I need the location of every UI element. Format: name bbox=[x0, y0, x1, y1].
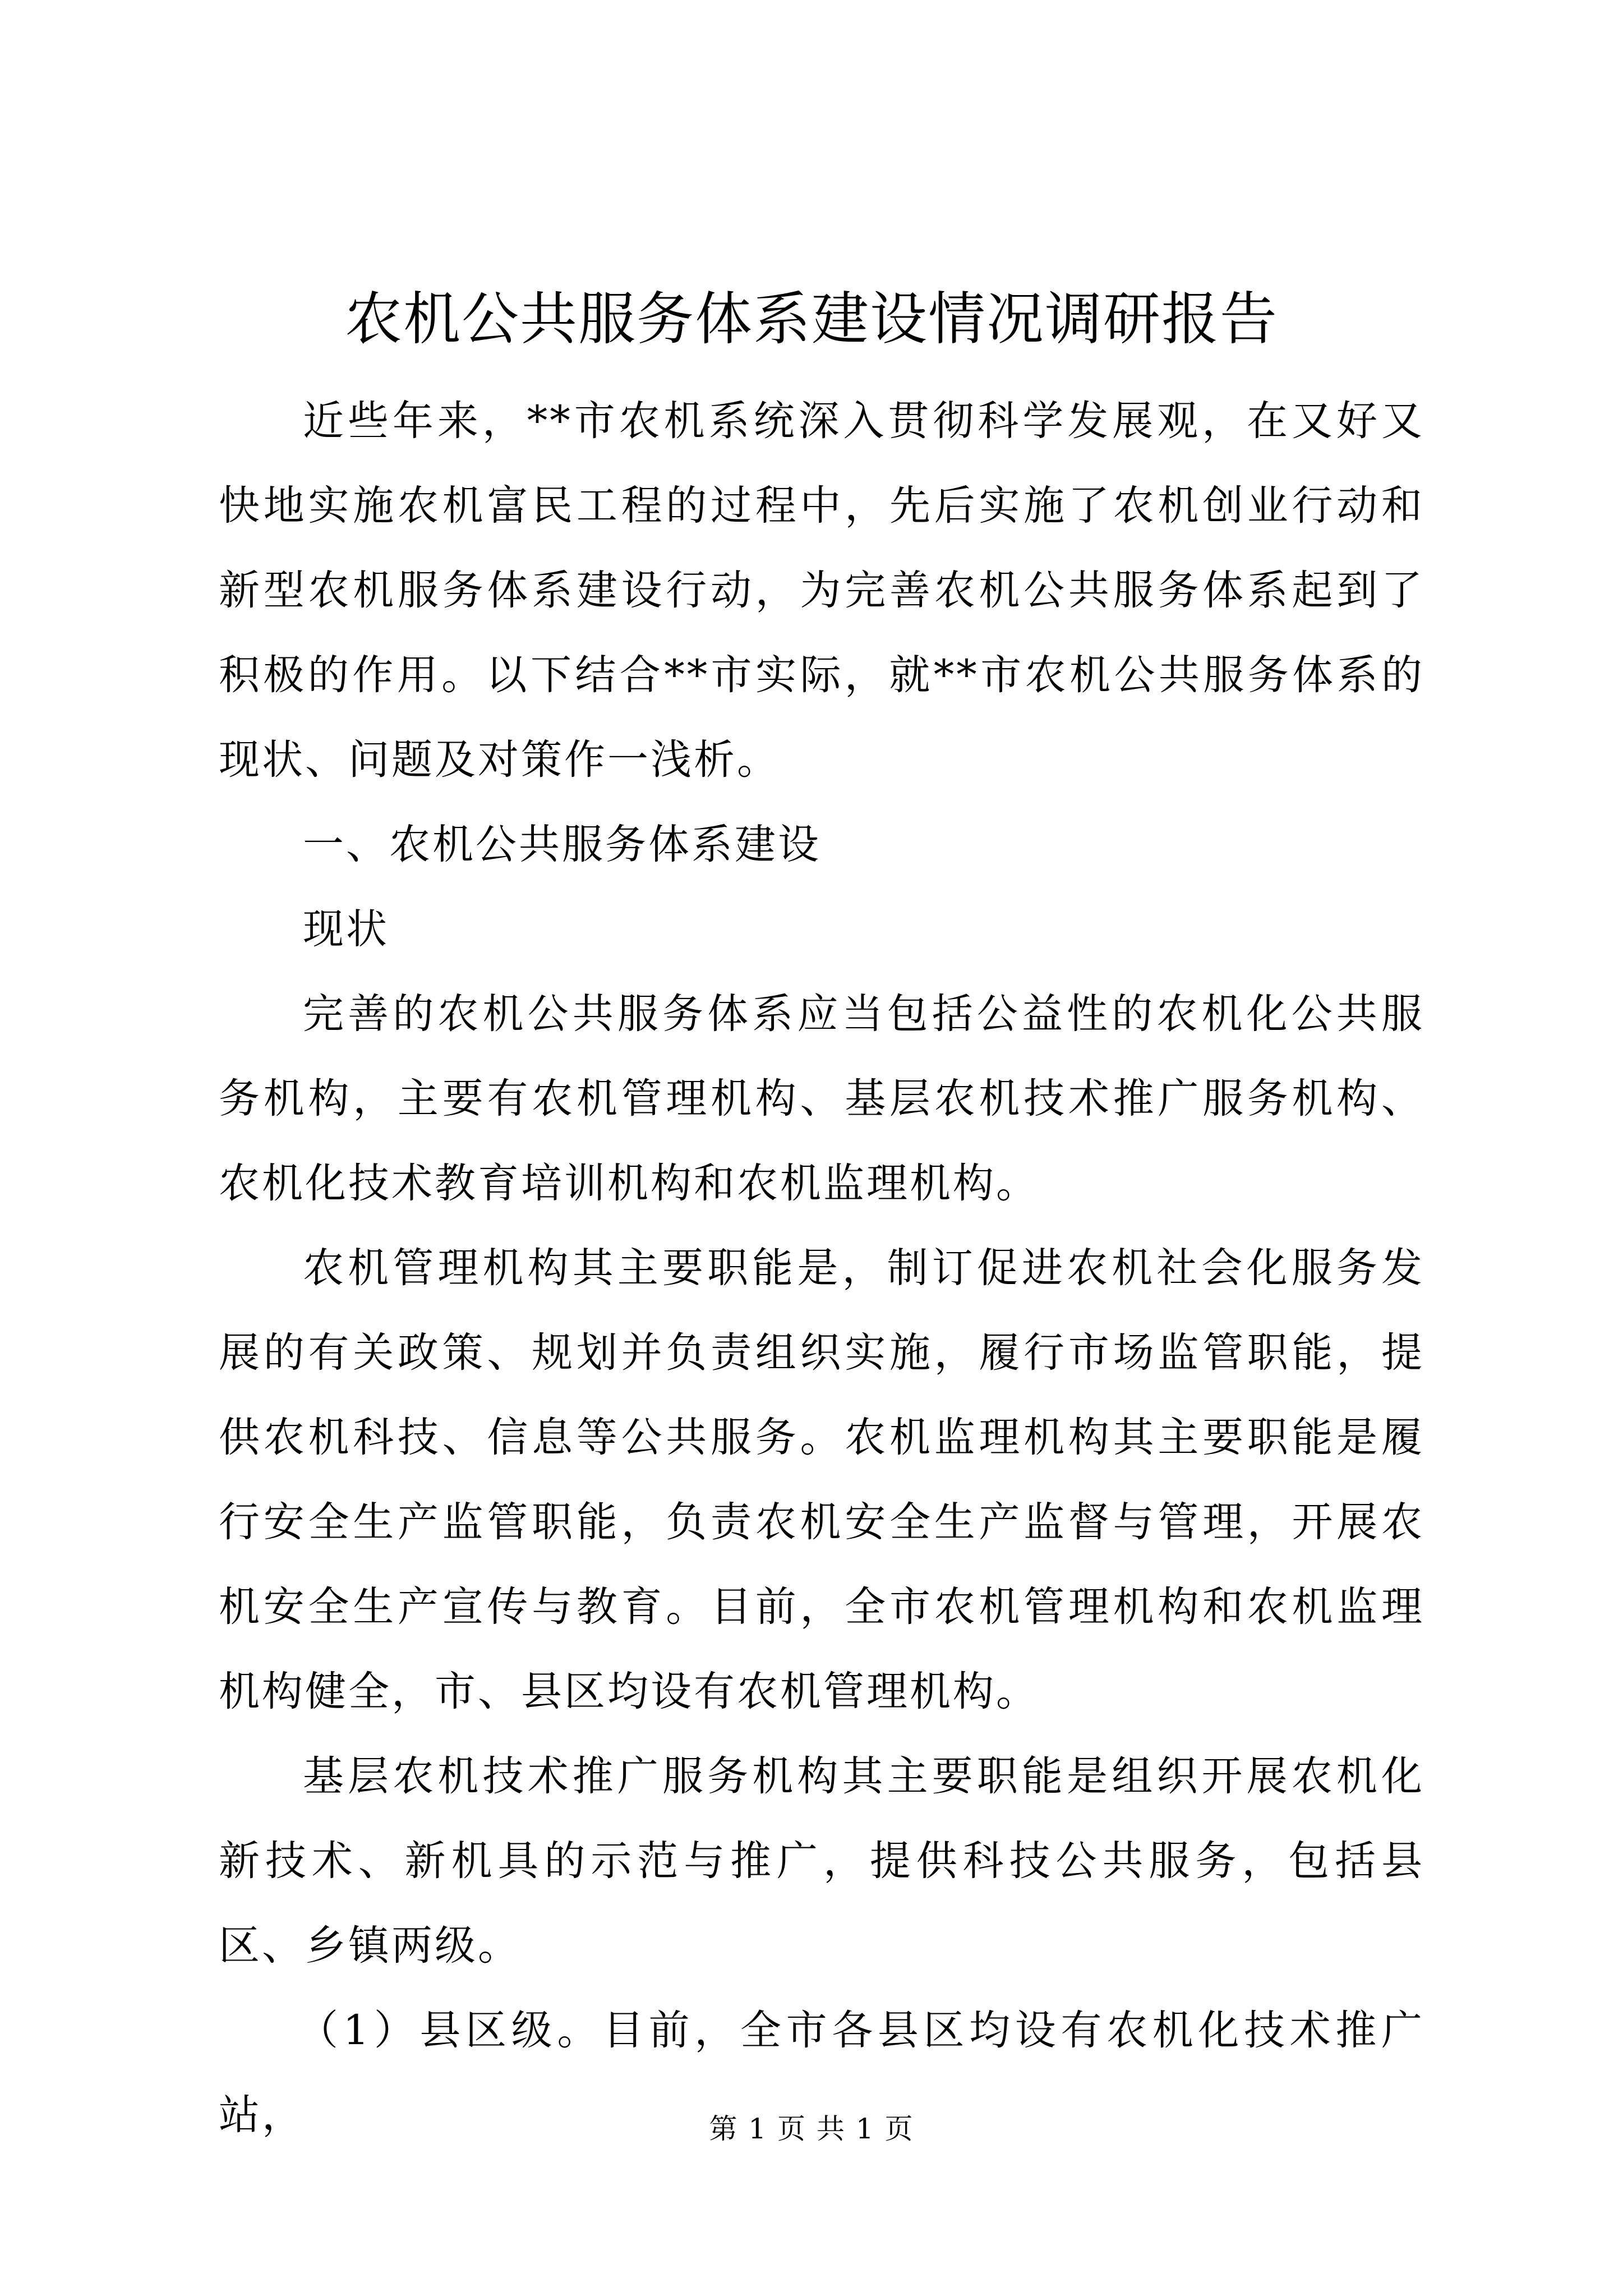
subsection-heading: 现状 bbox=[303, 905, 389, 953]
paragraph-county-level: （1）县区级。目前，全市各县区均设有农机化技术推广站， bbox=[219, 2007, 1424, 2139]
document-title: 农机公共服务体系建设情况调研报告 bbox=[345, 286, 1278, 353]
paragraph-extension-agencies: 基层农机技术推广服务机构其主要职能是组织开展农机化新技术、新机具的示范与推广，提供科技公共服务，包括县区、乡镇两级。 bbox=[219, 1752, 1424, 1970]
document-body bbox=[219, 379, 1424, 2157]
paragraph-management-agencies: 农机管理机构其主要职能是，制订促进农机社会化服务发展的有关政策、规划并负责组织实施，履行市场监管职能，提供农机科技、信息等公共服务。农机监理机构其主要职能是履行安全生产监管职能，负责农机安全生产监督与管理，开展农机安全生产宣传与教育。目前，全市农机管理机构和农机监理机构健全，市、县区均设有农机管理机构。 bbox=[219, 1244, 1424, 1715]
paragraph-service-system: 完善的农机公共服务体系应当包括公益性的农机化公共服务机构，主要有农机管理机构、基层农机技术推广服务机构、农机化技术教育培训机构和农机监理机构。 bbox=[219, 990, 1424, 1207]
section-heading: 一、农机公共服务体系建设 bbox=[303, 821, 821, 868]
page-footer: 第 1 页 共 1 页 bbox=[709, 2113, 914, 2145]
paragraph-intro: 近些年来，**市农机系统深入贯彻科学发展观，在又好又快地实施农机富民工程的过程中，先后实施了农机创业行动和新型农机服务体系建设行动，为完善农机公共服务体系起到了积极的作用。以下结合**市实际，就**市农机公共服务体系的现状、问题及对策作一浅析。 bbox=[219, 397, 1424, 784]
